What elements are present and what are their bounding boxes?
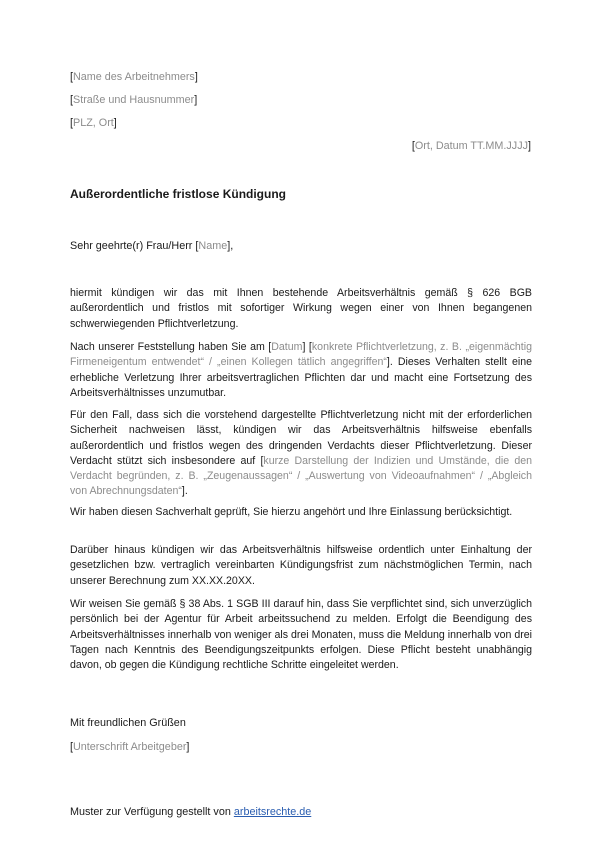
recipient-name: [Name des Arbeitnehmers] [70,71,198,83]
closing: Mit freundlichen Grüßen [70,717,186,729]
recipient-city: [PLZ, Ort] [70,117,117,129]
paragraph-hearing: Wir haben diesen Sachverhalt geprüft, Sie hierzu angehört und Ihre Einlassung berücksichtigt. [70,506,513,518]
paragraph-ordinary-termination: Darüber hinaus kündigen wir das Arbeitsverhältnis hilfsweise ordentlich unter Einhaltung der gesetzlichen bzw. vertraglich vereinbarten Kündigungsfrist zum nächstmöglichen Termin, nach unserer Berechnung zum XX.XX.20XX. [70,544,532,587]
paragraph-suspicion: Für den Fall, dass sich die vorstehend dargestellte Pflichtverletzung nicht mit der erforderlichen Sicherheit nachweisen lässt, kündigen wir das Arbeitsverhältnis hilfsweise ebenfalls außerordentlich und fristlos wegen des dringenden Verdachts dieser Pflichtverletzung. Dieser Verdacht stützt sich insbesondere auf [kurze Darstellung der Indizien und Umstände, die den Verdacht begründen, z. B. „Zeugenaussagen“ / „Auswertung von Videoaufnahmen“ / „Abgleich von Abrechnungsdaten“]. [70,409,532,498]
paragraph-termination: hiermit kündigen wir das mit Ihnen bestehende Arbeitsverhältnis gemäß § 626 BGB außerordentlich und fristlos mit sofortiger Wirkung wegen einer von Ihnen begangenen schwerwiegenden Pflichtverletzung. [70,287,532,330]
signature-placeholder: [Unterschrift Arbeitgeber] [70,741,190,753]
paragraph-violation: Nach unserer Feststellung haben Sie am [Datum] [konkrete Pflichtverletzung, z. B. „eigenmächtig Firmeneigentum entwendet“ / „einen Kollegen tätlich angegriffen“]. Dieses Verhalten stellt eine erhebliche Verletzung Ihrer arbeitsvertraglichen Pflichten dar und macht eine Fortsetzung des Arbeitsverhältnisses unzumutbar. [70,341,532,399]
footer-link[interactable]: arbeitsrechte.de [233,806,312,818]
footer-note: Muster zur Verfügung gestellt von arbeitsrechte.de [70,806,312,818]
salutation: Sehr geehrte(r) Frau/Herr [Name], [70,240,234,252]
subject-line: Außerordentliche fristlose Kündigung [70,187,287,201]
recipient-street: [Straße und Hausnummer] [70,94,198,106]
place-date: [Ort, Datum TT.MM.JJJJ] [411,140,531,152]
paragraph-employment-agency: Wir weisen Sie gemäß § 38 Abs. 1 SGB III darauf hin, dass Sie verpflichtet sind, sich unverzüglich persönlich bei der Agentur für Arbeit arbeitssuchend zu melden. Erfolgt die Beendigung des Arbeitsverhältnisses innerhalb von weniger als drei Monaten, muss die Meldung innerhalb von drei Tagen nach Kenntnis des Beendigungszeitpunkts erfolgen. Diese Pflicht besteht unabhängig davon, ob gegen die Kündigung rechtliche Schritte eingeleitet werden. [70,598,532,672]
